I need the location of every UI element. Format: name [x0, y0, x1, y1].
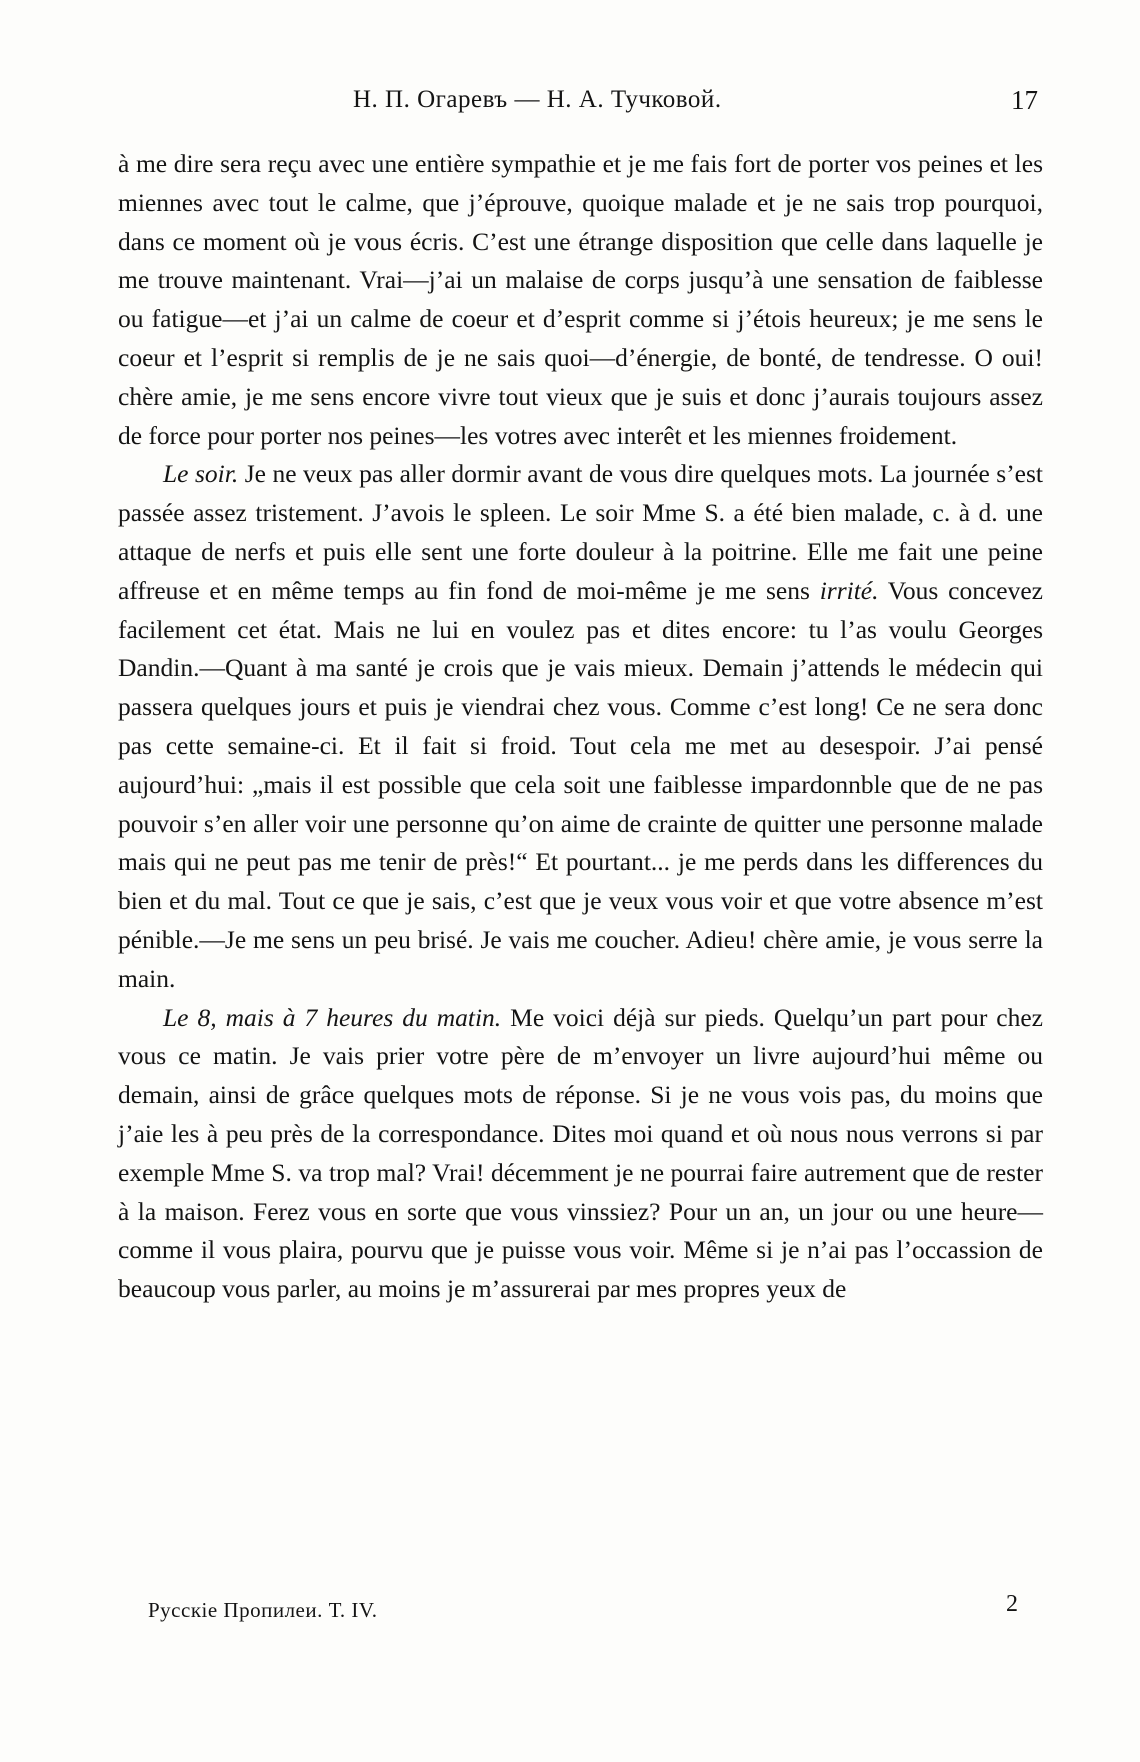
paragraph-3-lead: Le 8, mais à 7 heures du matin. [163, 1002, 502, 1032]
running-head [118, 80, 1043, 120]
letter-text [118, 145, 1043, 1309]
paragraph-2-text-b: Vous concevez facilement cet état. Mais ne lui en voulez pas et dites encore: tu l’as voulu Georges Dandin.—Quant à ma santé je crois que je vais mieux. Demain j’attends le médecin qui passera quelques jours et puis je viendrai chez vous. Comme c’est long! Ce ne sera donc pas cette semaine-ci. Et il fait si froid. Tout cela me met au desespoir. J’ai pensé aujourd’hui: „mais il est possible que cela soit une faiblesse impardonnble que de ne pas pouvoir s’en aller voir une personne qu’on aime de crainte de quitter une personne malade mais qui ne peut pas me tenir de près!“ Et pourtant... je me perds dans les differences du bien et du mal. Tout ce que je sais, c’est que je veux vous voir et que votre absence m’est pénible.—Je me sens un peu brisé. Je vais me coucher. Adieu! chère amie, je vous serre la main. [118, 575, 1043, 993]
signature-mark: 2 [1006, 1591, 1018, 1617]
paragraph-1: à me dire sera reçu avec une entière sympathie et je me fais fort de porter vos peines et les miennes avec tout le calme, que j’éprouve, quoique malade et je ne sais trop pourquoi, dans ce moment où je vous écris. C’est une étrange disposition que celle dans laquelle je me trouve maintenant. Vrai—j’ai un malaise de corps jusqu’à une sensation de faiblesse ou fatigue—et j’ai un calme de coeur et d’esprit comme si j’étois heureux; je me sens le coeur et l’esprit si remplis de je ne sais quoi—d’énergie, de bonté, de tendresse. O oui! chère amie, je me sens encore vivre tout vieux que je suis et donc j’aurais toujours assez de force pour porter nos peines—les votres avec interêt et les miennes froidement. [118, 149, 1043, 450]
paragraph-3-text: Me voici déjà sur pieds. Quelqu’un part pour chez vous ce matin. Je vais prier votre père de m’envoyer un livre aujourd’hui même ou demain, ainsi de grâce quelques mots de réponse. Si je ne vous vois pas, du moins que j’aie les à peu près de la correspondance. Dites moi quand et où nous nous verrons si par exemple Mme S. va trop mal? Vrai! décemment je ne pourrai faire autrement que de rester à la maison. Ferez vous en sorte que vous vinssiez? Pour un an, un jour ou une heure—comme il vous plaira, pourvu que je puisse vous voir. Même si je n’ai pas l’occassion de beaucoup vous parler, au moins je m’assurerai par mes propres yeux de [118, 1002, 1044, 1304]
footer-title: Русскіе Пропилеи. Т. IV. [148, 1598, 378, 1622]
paragraph-2-lead: Le soir. [163, 459, 239, 489]
paragraph-3 [118, 999, 1043, 1309]
paragraph-2 [118, 455, 1043, 998]
running-title: Н. П. Огаревъ — Н. А. Тучковой. [353, 86, 722, 113]
paragraph-2-emphasis: irrité. [819, 575, 879, 605]
paragraph-2-text-a: Je ne veux pas aller dormir avant de vous dire quelques mots. La journée s’est passée assez tristement. J’avois le spleen. Le soir Mme S. a été bien malade, c. à d. une attaque de nerfs et puis elle sent une forte douleur à la poitrine. Elle me fait une peine affreuse et en même temps au fin fond de moi-même je me sens [118, 459, 1044, 605]
page-number: 17 [1011, 85, 1038, 115]
footer [148, 1592, 1018, 1628]
